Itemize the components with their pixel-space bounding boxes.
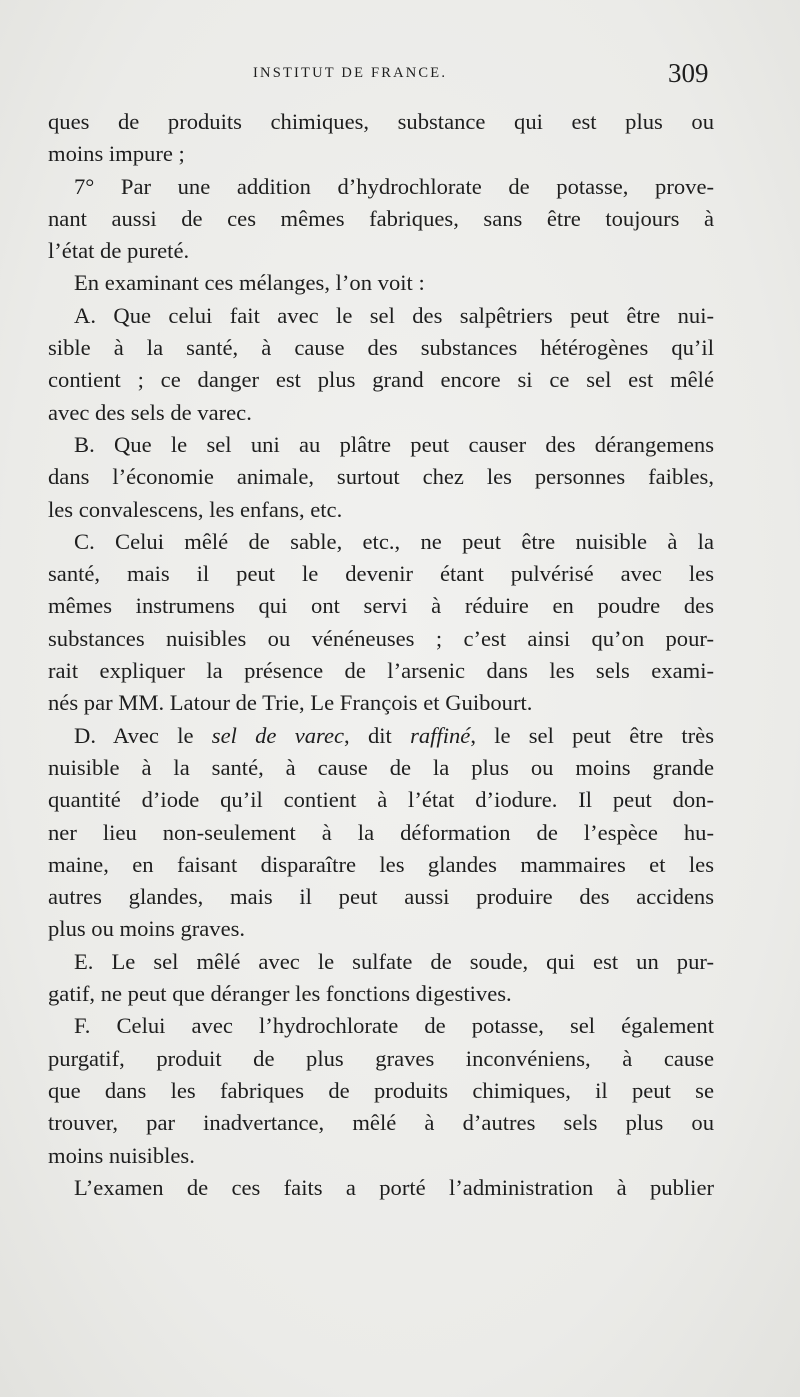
text-line: trouver, par inadvertance, mêlé à d’autres sels plus ou (48, 1110, 714, 1136)
text-line: L’examen de ces faits a porté l’administration à publier (74, 1174, 714, 1200)
running-head: INSTITUT DE FRANCE. (253, 65, 448, 81)
italic-term: raffiné (410, 722, 471, 748)
text-line: l’état de pureté. (48, 238, 190, 264)
text-line: gatif, ne peut que déranger les fonctions digestives. (48, 981, 512, 1007)
text-line: F. Celui avec l’hydrochlorate de potasse, sel également (74, 1013, 714, 1039)
text-line: plus ou moins graves. (48, 916, 246, 942)
text-line: moins impure ; (48, 141, 185, 167)
text-segment: , dit (344, 722, 411, 748)
text-line: 7° Par une addition d’hydrochlorate de potasse, prove- (74, 173, 714, 199)
text-line: sible à la santé, à cause des substances hétérogènes qu’il (48, 335, 714, 361)
text-line: E. Le sel mêlé avec le sulfate de soude, qui est un pur- (74, 948, 714, 974)
text-line: contient ; ce danger est plus grand encore si ce sel est mêlé (48, 367, 714, 393)
text-line: mêmes instrumens qui ont servi à réduire en poudre des (48, 593, 714, 619)
text-line: nant aussi de ces mêmes fabriques, sans être toujours à (48, 205, 714, 231)
text-line: ques de produits chimiques, substance qui est plus ou (48, 109, 714, 134)
text-line: dans l’économie animale, surtout chez les personnes faibles, (48, 464, 714, 490)
text-line: purgatif, produit de plus graves inconvéniens, à cause (48, 1045, 714, 1071)
text-line: B. Que le sel uni au plâtre peut causer des dérangemens (74, 431, 714, 457)
text-line: En examinant ces mélanges, l’on voit : (74, 270, 425, 296)
text-line (48, 720, 714, 752)
text-line: autres glandes, mais il peut aussi produire des accidens (48, 884, 714, 910)
text-segment: D. Avec le (74, 722, 212, 748)
text-line: que dans les fabriques de produits chimiques, il peut se (48, 1077, 714, 1103)
text-line: avec des sels de varec. (48, 399, 252, 425)
text-line: A. Que celui fait avec le sel des salpêtriers peut être nui- (74, 302, 714, 328)
body-text (48, 106, 714, 1204)
text-line: nuisible à la santé, à cause de la plus ou moins grande (48, 754, 714, 780)
text-line: C. Celui mêlé de sable, etc., ne peut être nuisible à la (74, 528, 714, 554)
page-number: 309 (668, 58, 709, 88)
page-header (48, 58, 716, 94)
text-line: substances nuisibles ou vénéneuses ; c’est ainsi qu’on pour- (48, 625, 714, 651)
text-line: maine, en faisant disparaître les glandes mammaires et les (48, 851, 714, 877)
text-line: les convalescens, les enfans, etc. (48, 496, 343, 522)
text-line: quantité d’iode qu’il contient à l’état d’iodure. Il peut don- (48, 787, 714, 813)
text-line: rait expliquer la présence de l’arsenic dans les sels exami- (48, 658, 714, 684)
text-line: moins nuisibles. (48, 1142, 195, 1168)
text-line: santé, mais il peut le devenir étant pulvérisé avec les (48, 561, 714, 587)
text-line: ner lieu non-seulement à la déformation de l’espèce hu- (48, 819, 714, 845)
italic-term: sel de varec (211, 722, 345, 748)
text-segment: , le sel peut être très (470, 722, 714, 748)
text-line: nés par MM. Latour de Trie, Le François et Guibourt. (48, 690, 533, 716)
